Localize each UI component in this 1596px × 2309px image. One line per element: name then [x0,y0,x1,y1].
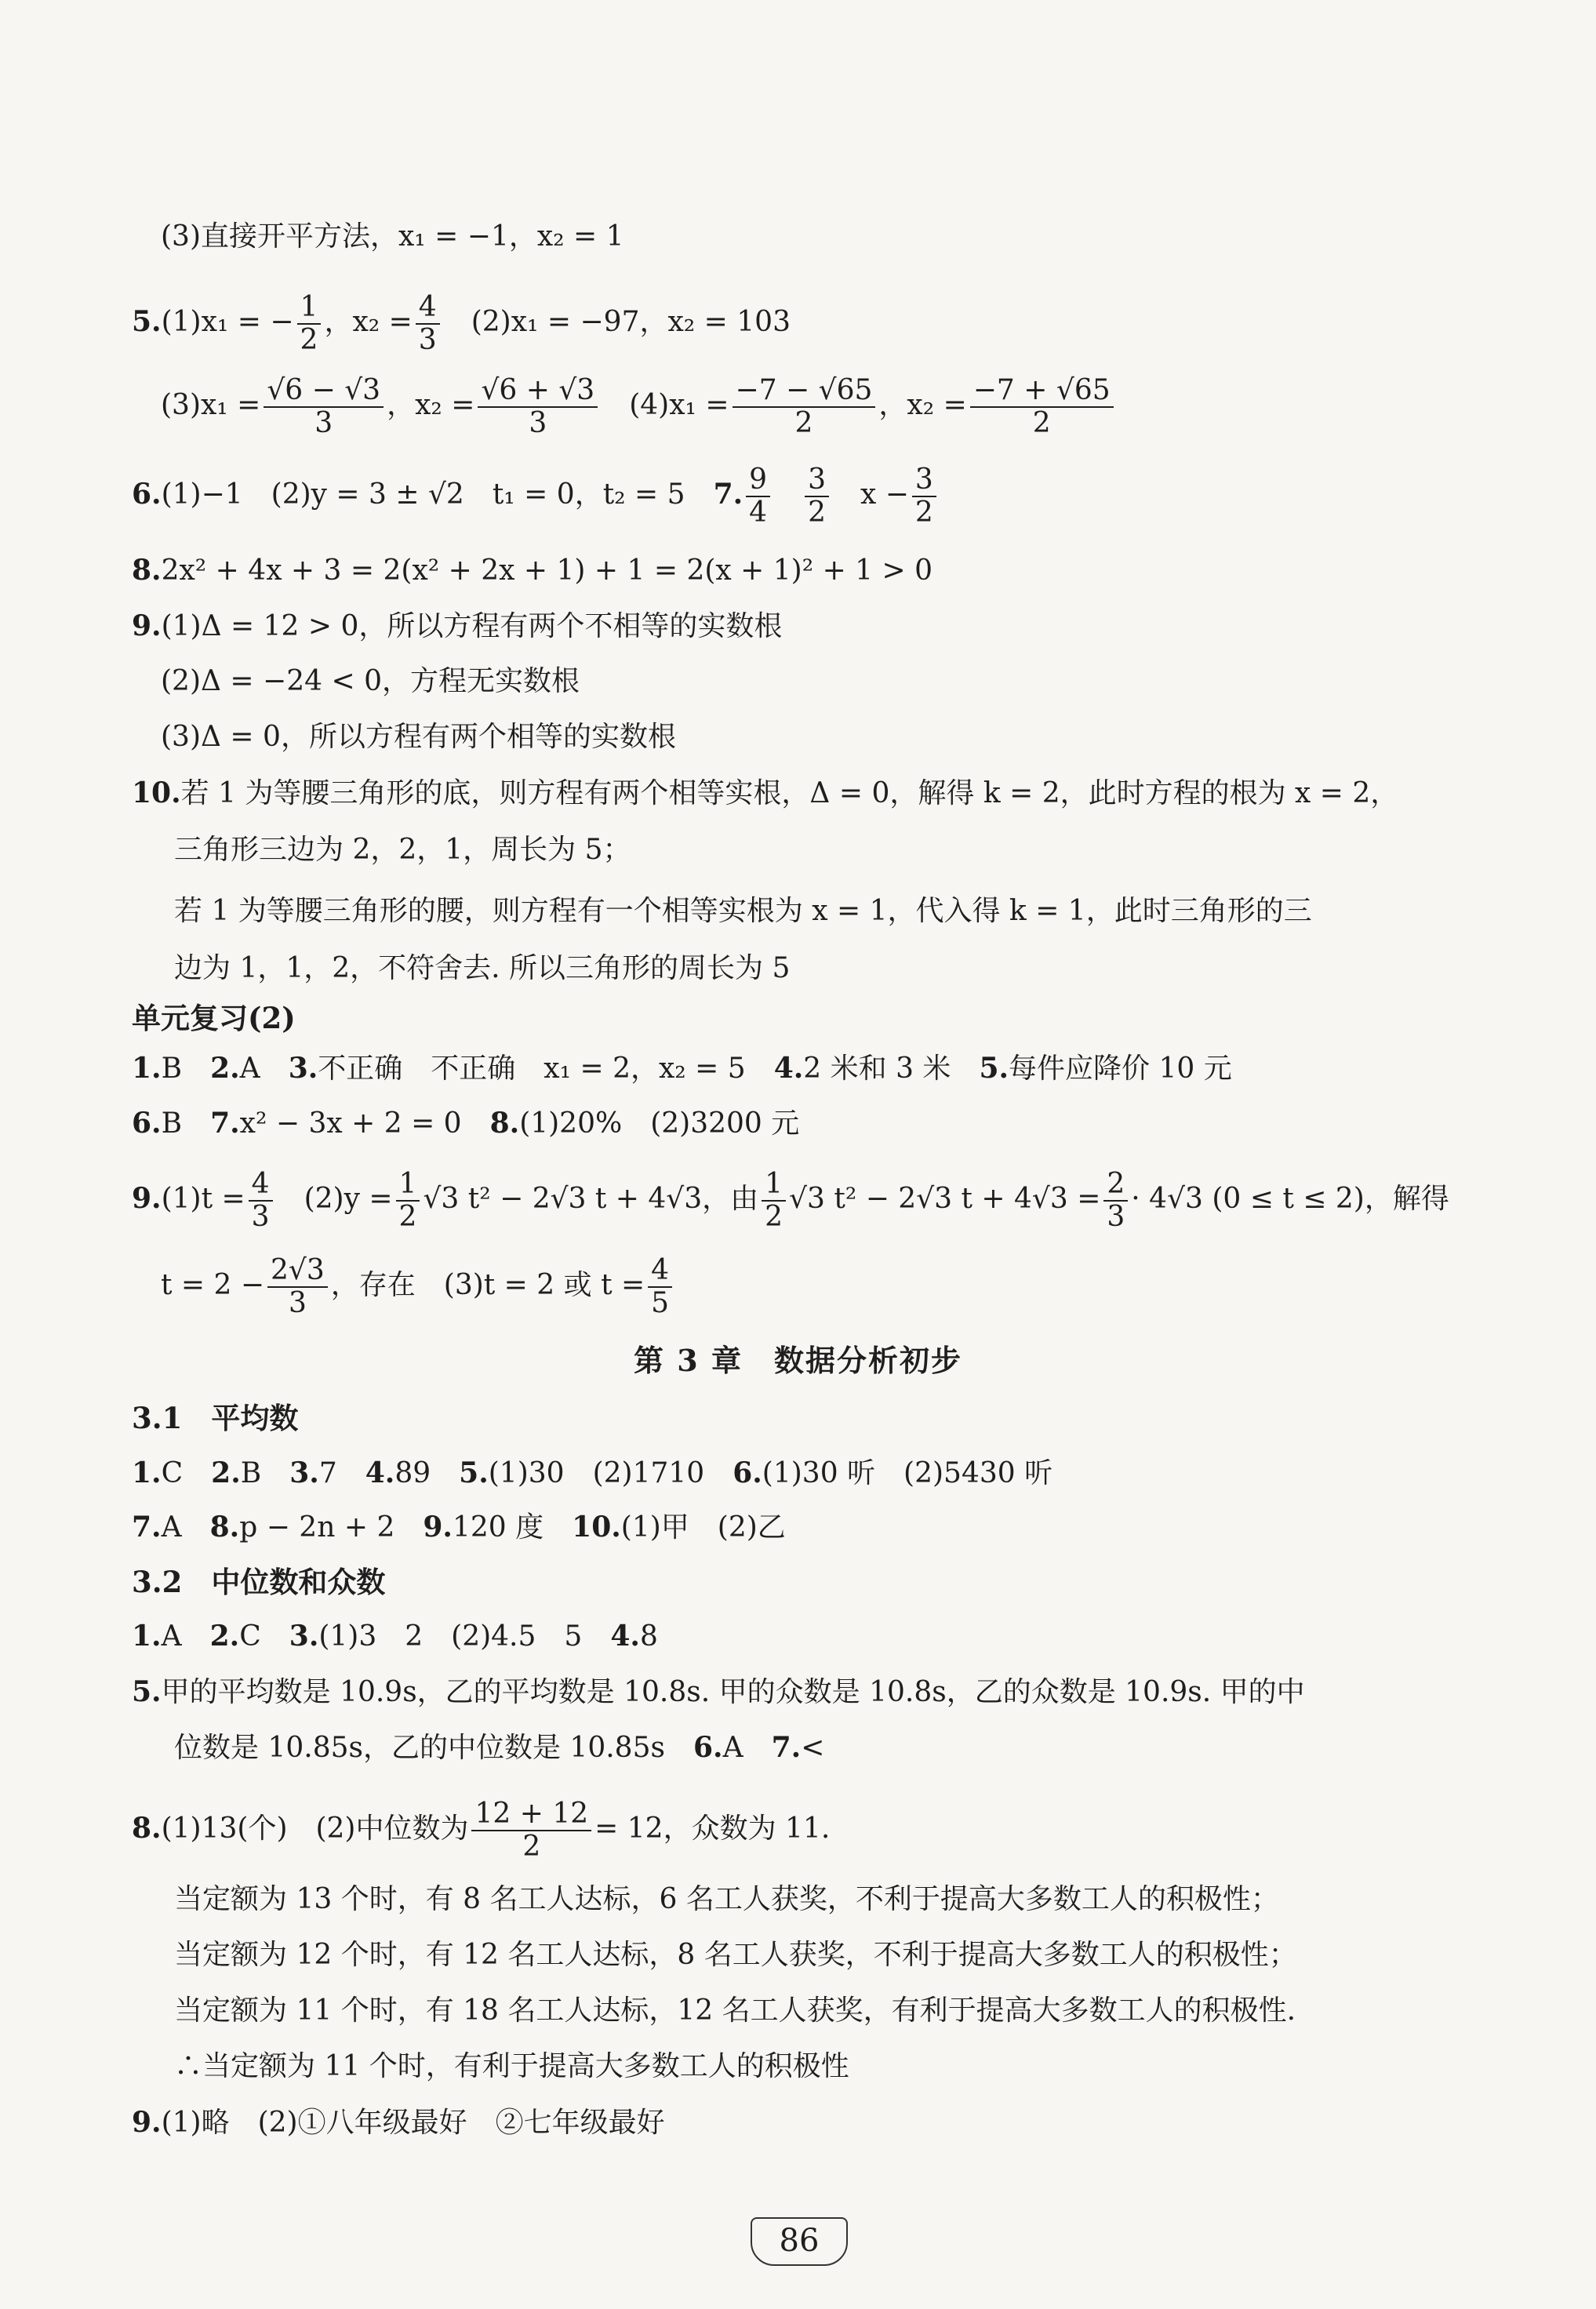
answer-line: (3)Δ = 0，所以方程有两个相等的实数根 [161,721,676,753]
answer-line: (3)直接开平方法，x₁ = −1，x₂ = 1 [161,220,624,253]
answer-8-median: 8.(1)13(个) (2)中位数为 $\frac{12 + 12}{2}$ = 12，众数为 11. [132,1798,831,1863]
chapter-title: 第 3 章 数据分析初步 [634,1343,962,1378]
answer-line: 当定额为 11 个时，有 18 名工人达标，12 名工人获奖，有利于提高大多数工人的积极性. [174,1994,1296,2027]
fraction: $\frac{3}{2}$ [912,464,936,529]
answer-line: 当定额为 13 个时，有 8 名工人达标，6 名工人获奖，不利于提高大多数工人的积极性； [174,1883,1279,1915]
answer-line: 1.B 2.A 3.不正确 不正确 x₁ = 2，x₂ = 5 4.2 米和 3 米 5.每件应降价 10 元 [132,1052,1232,1085]
answer-line: ∴当定额为 11 个时，有利于提高大多数工人的积极性 [174,2050,849,2082]
page-number: 86 [751,2217,848,2266]
fraction: $\frac{1}{2}$ [297,292,322,356]
answer-line: 边为 1，1，2，不符舍去. 所以三角形的周长为 5 [174,952,791,984]
answer-9: 9.(1)Δ = 12 > 0，所以方程有两个不相等的实数根 [132,609,783,642]
answer-line: 5.甲的平均数是 10.9s，乙的平均数是 10.8s. 甲的众数是 10.8s，乙的众数是 10.9s. 甲的中 [132,1675,1305,1708]
fraction: $\frac{-7 + √65}{2}$ [970,375,1114,439]
fraction: $\frac{-7 - √65}{2}$ [733,375,876,439]
fraction: $\frac{2√3}{3}$ [267,1255,328,1319]
fraction: $\frac{1}{2}$ [396,1169,420,1233]
answer-line: t = 2 − $\frac{2√3}{3}$ ，存在 (3)t = 2 或 t = $\frac{4}{5}$ [161,1255,675,1319]
answer-5: 5.(1)x₁ = − $\frac{1}{2}$ ，x₂ = $\frac{4}{3}$ (2)x₁ = −97，x₂ = 103 [132,291,791,356]
answer-8: 8.2x² + 4x + 3 = 2(x² + 2x + 1) + 1 = 2(x + 1)² + 1 > 0 [132,554,933,587]
answer-line: 7.A 8.p − 2n + 2 9.120 度 10.(1)甲 (2)乙 [132,1511,786,1544]
answer-5-roots: (3)x₁ = $\frac{√6 - √3}{3}$ ，x₂ = $\frac{√6 + √3}{3}$ (4)x₁ = $\frac{-7 - √65}{2}$ ，x₂ = $\frac{-7 + √65}{2}$ [161,375,1117,439]
answer-line: 9.(1)略 (2)①八年级最好 ②七年级最好 [132,2106,665,2139]
fraction: $\frac{4}{3}$ [249,1169,273,1233]
fraction: $\frac{√6 + √3}{3}$ [478,375,598,439]
fraction: $\frac{4}{5}$ [648,1255,672,1319]
answer-line: 1.A 2.C 3.(1)3 2 (2)4.5 5 4.8 [132,1620,658,1653]
answer-line: 若 1 为等腰三角形的腰，则方程有一个相等实根为 x = 1，代入得 k = 1，此时三角形的三 [174,895,1312,927]
fraction: $\frac{12 + 12}{2}$ [471,1798,591,1863]
fraction: $\frac{√6 - √3}{3}$ [264,375,384,439]
answer-line: 位数是 10.85s，乙的中位数是 10.85s 6.A 7.< [174,1731,825,1764]
fraction: $\frac{9}{4}$ [746,464,770,529]
fraction: $\frac{3}{2}$ [805,464,829,529]
answer-9-review: 9.(1)t = $\frac{4}{3}$ (2)y = $\frac{1}{2}$ √3 t² − 2√3 t + 4√3，由 $\frac{1}{2}$ √3 t² − 2√3 t + 4√3 = $\frac{2}{3}$ · 4√3 (0 ≤ t ≤ 2)，解得 [132,1168,1449,1233]
answer-line: 1.C 2.B 3.7 4.89 5.(1)30 (2)1710 6.(1)30 听 (2)5430 听 [132,1456,1053,1489]
fraction: $\frac{2}{3}$ [1103,1169,1128,1233]
fraction: $\frac{1}{2}$ [762,1169,786,1233]
section-heading: 3.1 平均数 [132,1401,299,1435]
fraction: $\frac{4}{3}$ [416,292,440,356]
section-heading: 3.2 中位数和众数 [132,1565,386,1599]
answer-6-7: 6.(1)−1 (2)y = 3 ± √2 t₁ = 0，t₂ = 5 7. $\frac{9}{4}$ $\frac{3}{2}$ x − $\frac{3}{2}$ [132,464,940,529]
answer-line: 三角形三边为 2，2，1，周长为 5； [174,834,631,866]
answer-line: (2)Δ = −24 < 0，方程无实数根 [161,665,580,697]
answer-line: 6.B 7.x² − 3x + 2 = 0 8.(1)20% (2)3200 元 [132,1107,800,1140]
answer-10: 10.若 1 为等腰三角形的底，则方程有两个相等实根，Δ = 0，解得 k = 2，此时方程的根为 x = 2， [132,776,1399,809]
section-heading: 单元复习(2) [132,1001,296,1035]
answer-line: 当定额为 12 个时，有 12 名工人达标，8 名工人获奖，不利于提高大多数工人的积极性； [174,1939,1297,1971]
